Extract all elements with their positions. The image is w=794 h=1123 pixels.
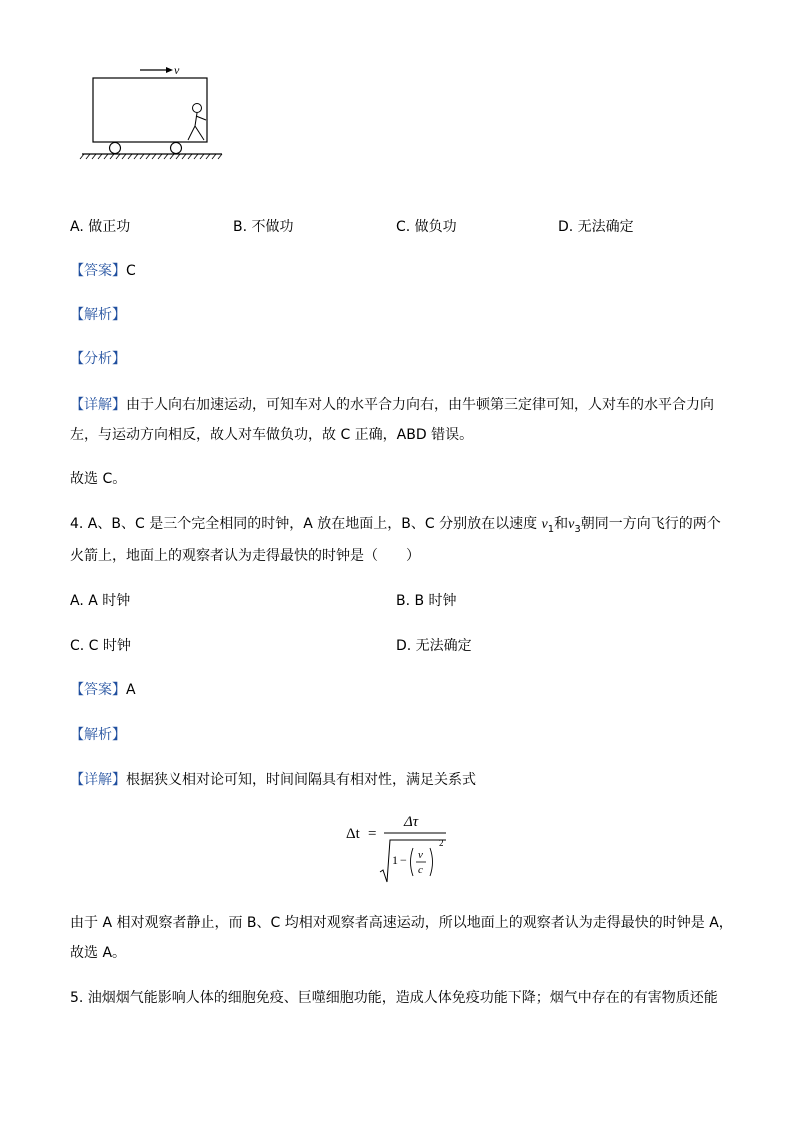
q3-fenxi-tag: 【分析】 (70, 351, 126, 367)
svg-text:−: − (400, 853, 407, 867)
q3-answer (70, 260, 136, 280)
q4-stem-line2: 火箭上，地面上的观察者认为走得最快的时钟是（ ） (70, 548, 420, 564)
answer-tag: 【答案】 (70, 263, 126, 279)
detail-tag: 【详解】 (70, 397, 126, 413)
q3-conclusion: 故选 C。 (70, 471, 127, 487)
q4-stem-line1: 4. A、B、C 是三个完全相同的时钟，A 放在地面上，B、C 分别放在以速度 $v_1$和$v_3$朝同一方向飞行的两个 (70, 516, 721, 535)
q3-option-c: C. 做负功 (396, 219, 457, 235)
ground-hatch (80, 154, 222, 159)
q4-option-d: D. 无法确定 (396, 638, 472, 654)
q4-option-c: C. C 时钟 (70, 638, 131, 654)
svg-text:Δt: Δt (346, 826, 360, 842)
q3-option-b: B. 不做功 (233, 219, 294, 235)
velocity-label: v (174, 63, 180, 77)
svg-text:v: v (418, 849, 423, 861)
q4-analysis-tag: 【解析】 (70, 727, 126, 743)
q4-after-line1: 由于 A 相对观察者静止，而 B、C 均相对观察者高速运动，所以地面上的观察者认为走得最快的时钟是 A， (70, 915, 733, 931)
person-figure (188, 104, 206, 141)
q4-option-a: A. A 时钟 (70, 593, 131, 609)
svg-text:Δτ: Δτ (404, 814, 419, 830)
wheel-right (171, 143, 182, 154)
q3-detail-line2: 左，与运动方向相反，故人对车做负功，故 C 正确，ABD 错误。 (70, 427, 474, 443)
time-dilation-formula (340, 808, 460, 890)
car-figure (78, 58, 228, 160)
car-body (93, 78, 207, 142)
answer-value: C (126, 263, 136, 279)
q3-analysis-tag: 【解析】 (70, 307, 126, 323)
q3-option-a: A. 做正功 (70, 219, 131, 235)
wheel-left (110, 143, 121, 154)
q4-detail: 【详解】根据狭义相对论可知，时间间隔具有相对性，满足关系式 (70, 772, 476, 788)
svg-text:c: c (418, 864, 423, 876)
svg-text:=: = (368, 826, 377, 842)
svg-text:2: 2 (439, 838, 444, 848)
q4-option-b: B. B 时钟 (396, 593, 457, 609)
svg-text:1: 1 (392, 853, 398, 867)
q5-stem-line1: 5. 油烟烟气能影响人体的细胞免疫、巨噬细胞功能，造成人体免疫功能下降；烟气中存在的有害物质还能 (70, 990, 718, 1006)
q4-answer: 【答案】A (70, 682, 136, 698)
q3-detail-line1: 【详解】由于人向右加速运动，可知车对人的水平合力向右，由牛顿第三定律可知，人对车的水平合力向 (70, 397, 714, 413)
q3-option-d: D. 无法确定 (558, 219, 634, 235)
q4-after-line2: 故选 A。 (70, 945, 127, 961)
